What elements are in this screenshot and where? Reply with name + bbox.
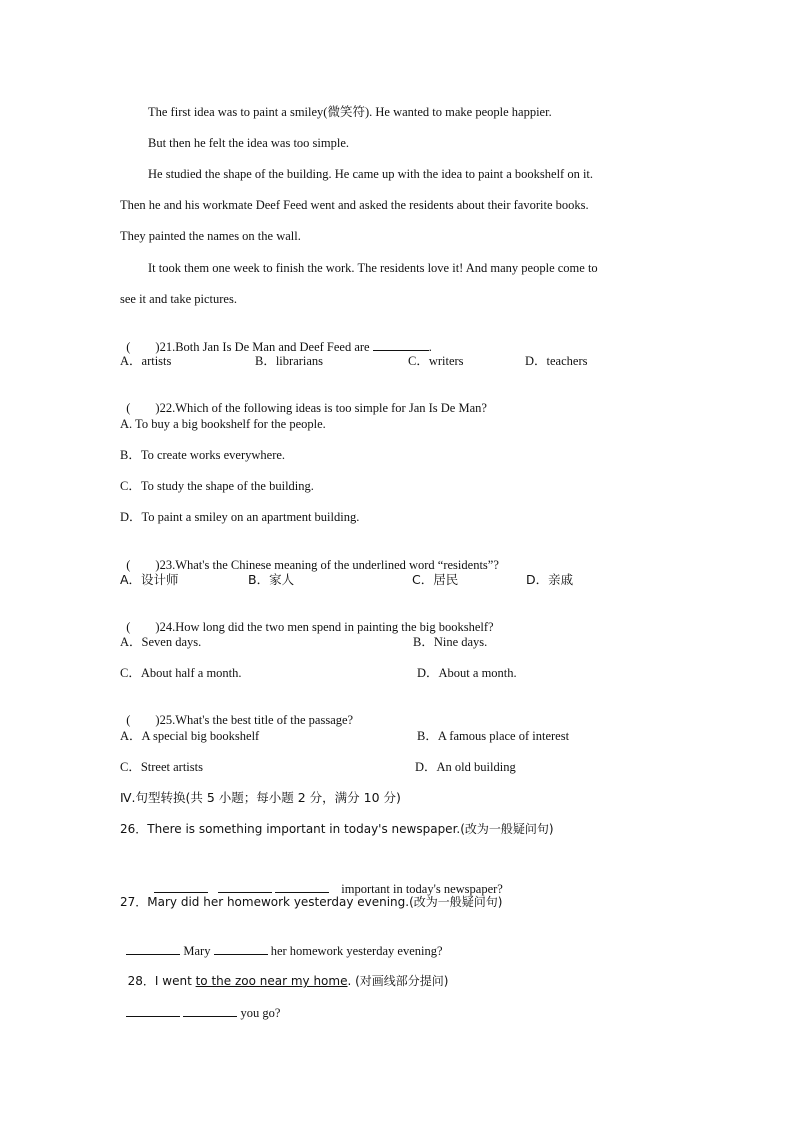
question-26-tail: important in today's newspaper? — [341, 882, 503, 896]
q23-option-b: B．家人 — [248, 572, 295, 587]
question-21-stem: 21.Both Jan Is De Man and Deef Feed are — [159, 340, 370, 354]
q25-option-c: C．Street artists — [120, 760, 203, 774]
question-28-stem-post: . (对画线部分提问) — [347, 974, 449, 988]
question-21-end: . — [428, 340, 432, 354]
answer-blank[interactable] — [154, 880, 208, 893]
q23-option-a: A．设计师 — [120, 572, 179, 587]
question-25-stem: 25.What's the best title of the passage? — [159, 713, 354, 727]
q22-option-d: D．To paint a smiley on an apartment building. — [120, 510, 360, 524]
answer-paren[interactable]: ( ) — [126, 713, 160, 727]
q21-option-d: D．teachers — [525, 354, 588, 368]
q24-option-d: D．About a month. — [417, 666, 517, 680]
q25-option-b: B．A famous place of interest — [417, 729, 570, 743]
answer-paren[interactable]: ( ) — [126, 401, 160, 415]
answer-blank[interactable] — [373, 338, 429, 351]
question-22-stem: 22.Which of the following ideas is too simple for Jan Is De Man? — [159, 401, 487, 415]
answer-blank[interactable] — [275, 880, 329, 893]
q22-option-c: C．To study the shape of the building. — [120, 479, 314, 493]
passage-line-3: He studied the shape of the building. He came up with the idea to paint a bookshelf on it. — [148, 167, 594, 181]
answer-blank[interactable] — [126, 1004, 180, 1017]
answer-paren[interactable]: ( ) — [126, 620, 160, 634]
passage-line-6: It took them one week to finish the work. The residents love it! And many people come to — [148, 261, 598, 275]
q24-option-c: C．About half a month. — [120, 666, 242, 680]
question-21 — [120, 322, 432, 355]
q21-option-a: A．artists — [120, 354, 172, 368]
question-27: 27．Mary did her homework yesterday evening.(改为一般疑问句) — [120, 895, 503, 909]
q25-option-d: D．An old building — [415, 760, 516, 774]
question-27-mid: Mary — [183, 944, 211, 958]
passage-line-4: Then he and his workmate Deef Feed went and asked the residents about their favorite books. — [120, 198, 589, 212]
question-28-stem-pre: 28．I went — [127, 974, 196, 988]
question-26: 26．There is something important in today's newspaper.(改为一般疑问句) — [120, 822, 554, 836]
answer-paren[interactable]: ( ) — [126, 558, 160, 572]
q21-option-b: B．librarians — [255, 354, 324, 368]
q23-option-c: C．居民 — [412, 572, 459, 587]
question-27-answer — [120, 926, 443, 959]
question-28 — [120, 957, 448, 989]
question-24 — [120, 603, 494, 635]
passage-line-2: But then he felt the idea was too simple. — [148, 136, 349, 150]
q25-option-a: A．A special big bookshelf — [120, 729, 260, 743]
q24-option-a: A．Seven days. — [120, 635, 202, 649]
q22-option-b: B．To create works everywhere. — [120, 448, 286, 462]
answer-paren[interactable]: ( ) — [126, 340, 160, 354]
question-26-answer — [148, 864, 503, 897]
underlined-phrase: to the zoo near my home — [195, 974, 348, 988]
passage-line-5: They painted the names on the wall. — [120, 229, 301, 243]
question-28-tail: you go? — [240, 1006, 281, 1020]
answer-blank[interactable] — [214, 942, 268, 955]
question-23 — [120, 541, 499, 573]
q24-option-b: B．Nine days. — [413, 635, 488, 649]
answer-blank[interactable] — [126, 942, 180, 955]
q23-option-d: D．亲戚 — [526, 572, 574, 587]
question-24-stem: 24.How long did the two men spend in painting the big bookshelf? — [159, 620, 494, 634]
question-22 — [120, 384, 487, 416]
question-27-tail: her homework yesterday evening? — [270, 944, 443, 958]
question-28-answer — [120, 988, 280, 1021]
passage-line-1: The first idea was to paint a smiley(微笑符). He wanted to make people happier. — [148, 105, 552, 119]
question-25 — [120, 696, 353, 728]
q22-option-a: A. To buy a big bookshelf for the people. — [120, 417, 326, 431]
q21-option-c: C．writers — [408, 354, 464, 368]
section-4-heading: Ⅳ.句型转换(共 5 小题；每小题 2 分，满分 10 分) — [120, 790, 401, 805]
answer-blank[interactable] — [218, 880, 272, 893]
question-23-stem: 23.What's the Chinese meaning of the underlined word “residents”? — [159, 558, 499, 572]
passage-line-7: see it and take pictures. — [120, 292, 237, 306]
answer-blank[interactable] — [183, 1004, 237, 1017]
